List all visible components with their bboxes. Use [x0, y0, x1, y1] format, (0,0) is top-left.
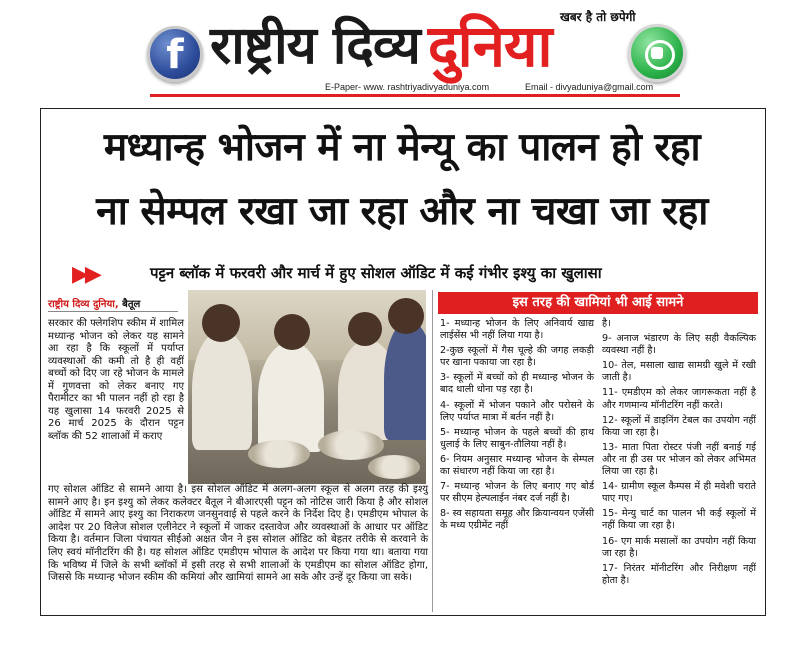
body-paragraph: गए सोशल ऑडिट से सामने आया है। इस सोशल ऑडिट में अलग-अलग स्कूल से अलग तरह की इश्यु सामने आए है। इन इश्यु को लेकर कलेक्टर बैतूल ने बीआरएसी पट्टन को नोटिस जारी किया है और सोशल ऑडिट में सामने आए इश्यु का निराकरण जनसुनवाई से पहले करने के निर्देश दिए है। एमडीएम भोपाल के आदेश पर 20 विलेज सोशल एलीनेटर ने स्कूलों में जाकर दस्तावेज और व्यवस्थाओं के आधार पर ऑडिट किया है। वर्तमान जिला पंचायत सीईओ अक्षत जैन ने इस सोशल ऑडिट को बेहतर तरीके से करवाने के लिए स्वयं मॉनीटरिंग की है। यह सोशल ऑडिट एमडीएम भोपाल के आदेश पर किया गया था। बताया गया कि भविष्य में जिले के सभी ब्लॉकों में इसी तरह से सभी शालाओं के एमडीएम का सोशल ऑडिट होगा, जिससे कि मध्यान्ह भोजन स्कीम की कमियां और खामियां सामने आ सके और उन्हें दूर किया जा सके।: [48, 484, 428, 584]
subheadline: पट्टन ब्लॉक में फरवरी और मार्च में हुए सोशल ऑडिट में कई गंभीर इश्यु का खुलासा: [150, 264, 602, 282]
photo-plate: [318, 430, 384, 460]
photo-plate: [248, 440, 310, 468]
issue-item: 1- मध्यान्ह भोजन के लिए अनिवार्य खाद्य लाईसेंस भी नहीं लिया गया है।: [440, 318, 594, 342]
issues-column-a: [440, 318, 594, 536]
photo-child-head: [202, 304, 240, 342]
photo-child-head: [274, 314, 310, 350]
paper-name-black: राष्ट्रीय दिव्य: [210, 16, 420, 76]
issue-item: 2-कुछ स्कूलों में गैस चूल्हे की जगह लकड़ी पर खाना पकाया जा रहा है।: [440, 345, 594, 369]
headline-line-2: ना सेम्पल रखा जा रहा और ना चखा जा रहा: [96, 189, 708, 234]
masthead: [0, 0, 800, 100]
email-address[interactable]: Email - divyaduniya@gmail.com: [525, 82, 654, 92]
facebook-icon[interactable]: f: [147, 26, 203, 82]
byline-place: बैतूल: [122, 299, 141, 310]
photo-child: [384, 320, 426, 440]
headline: [52, 116, 752, 244]
photo-plate: [368, 455, 420, 479]
issue-item: 15- मेन्यु चार्ट का पालन भी कई स्कूलों में नहीं किया जा रहा है।: [602, 508, 756, 532]
lead-paragraph: सरकार की फ्लेगशिप स्कीम में शामिल मध्यान्ह भोजन को लेकर यह सामने आ रहा है कि स्कूलों में पर्याप्त व्यवस्थाओं की कमी तो है ही वहीं बच्चों को दिए जा रहे भोजन के मामले में गुणवत्ता को लेकर बनाए गए पैरामीटर का भी पालन नहीं हो रहा है यह खुलासा 14 फरवरी 2025 से 26 मार्च 2025 के दौरान पट्टन ब्लॉक की 52 शालाओं में कराए: [48, 318, 184, 442]
whatsapp-icon[interactable]: [628, 24, 686, 82]
issue-item: 17- निरंतर मॉनीटरिंग और निरीक्षण नहीं होता है।: [602, 562, 756, 586]
issue-item: 16- एग मार्क मसालों का उपयोग नहीं किया जा रहा है।: [602, 535, 756, 559]
byline: [48, 296, 140, 310]
headline-line-1: मध्यान्ह भोजन में ना मेन्यू का पालन हो रहा: [103, 125, 701, 170]
issue-item: 8- स्व सहायता समूह और क्रियान्वयन एजेंसी के मध्य एग्रीमेंट नहीं: [440, 508, 594, 532]
issue-item: 6- नियम अनुसार मध्यान्ह भोजन के सेम्पल का संधारण नहीं किया जा रहा है।: [440, 453, 594, 478]
tagline: खबर है तो छपेगी: [560, 10, 636, 24]
issue-item: 14- ग्रामीण स्कूल कैम्पस में ही मवेशी चराते पाए गए।: [602, 481, 756, 505]
issue-item: 5- मध्यान्ह भोजन के पहले बच्चों की हाथ धुलाई के लिए साबुन-तौलिया नहीं है।: [440, 426, 594, 450]
photo-child: [192, 330, 252, 450]
issue-item: 12- स्कूलों में डाइनिंग टेबल का उपयोग नहीं किया जा रहा है।: [602, 414, 756, 438]
photo-child-head: [348, 312, 382, 346]
issue-item: है।: [602, 318, 611, 329]
photo-child: [258, 342, 324, 452]
issue-item: 3- स्कूलों में बच्चों को ही मध्यान्ह भोजन के बाद थाली धोना पड़ रहा है।: [440, 372, 594, 396]
issue-item: 11- एमडीएम को लेकर जागरूकता नहीं है और गणमान्य मॉनीटरिंग नहीं करते।: [602, 387, 756, 411]
double-arrow-icon: ▶▶: [72, 262, 98, 287]
paper-name: [210, 6, 552, 86]
issue-item: 7- मध्यान्ह भोजन के लिए बनाए गए बोर्ड पर सीएम हेल्पलाईन नंबर दर्ज नहीं है।: [440, 481, 594, 505]
issue-item: 9- अनाज भंडारण के लिए सही वैकल्पिक व्यवस्था नहीं है।: [602, 333, 756, 357]
children-eating-meal-photo: [188, 290, 426, 484]
masthead-divider: [150, 94, 680, 97]
photo-child-head: [388, 298, 424, 334]
epaper-url[interactable]: E-Paper- www. rashtriyadivyaduniya.com: [325, 82, 490, 92]
byline-rule: [48, 311, 178, 312]
column-divider: [432, 290, 433, 612]
byline-paper: राष्ट्रीय दिव्य दुनिया,: [48, 299, 119, 310]
issue-item: 10- तेल, मसाला खाद्य सामग्री खुले में रखी जाती है।: [602, 360, 756, 384]
issue-item: 4- स्कूलों में भोजन पकाने और परोसने के लिए पर्याप्त मात्रा में बर्तन नहीं है।: [440, 399, 594, 423]
paper-name-red: दुनिया: [427, 12, 552, 80]
side-box-title: इस तरह की खामियां भी आई सामने: [438, 292, 758, 314]
issue-item: 13- माता पिता रोस्टर पंजी नहीं बनाई गई और ना ही उस पर भोजन को लेकर अभिमत लिया जा रहा है।: [602, 441, 756, 478]
issues-column-b: [602, 318, 756, 590]
